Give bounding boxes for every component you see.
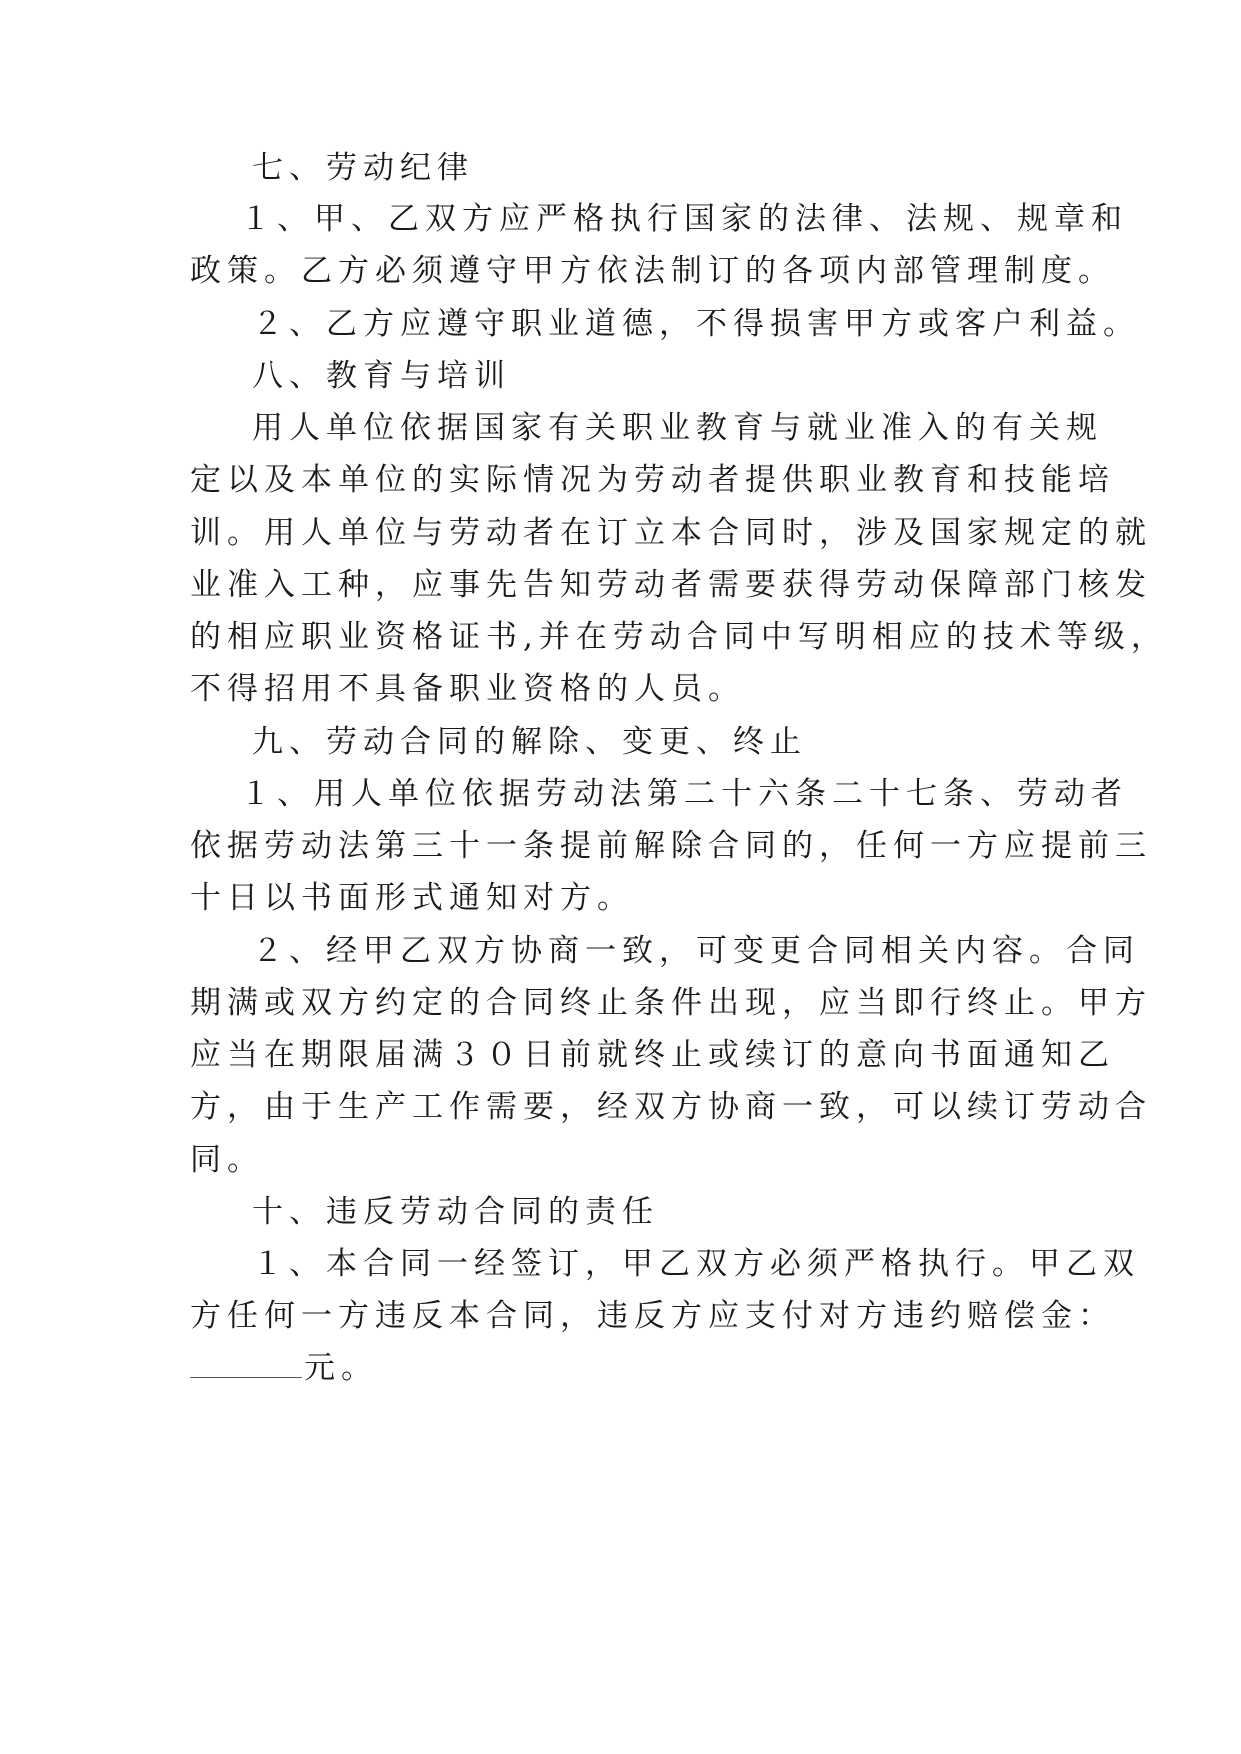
paragraph-line: 用人单位依据国家有关职业教育与就业准入的有关规 <box>252 410 1103 446</box>
paragraph-line: 业准入工种，应事先告知劳动者需要获得劳动保障部门核发 <box>190 567 1152 603</box>
paragraph-line: 应当在期限届满３０日前就终止或续订的意向书面通知乙 <box>190 1037 1115 1073</box>
paragraph-line: １、本合同一经签订，甲乙双方必须严格执行。甲乙双 <box>252 1246 1140 1282</box>
paragraph-line-with-blank <box>190 1346 1090 1390</box>
paragraph-line: １、用人单位依据劳动法第二十六条二十七条、劳动者 <box>240 776 1128 812</box>
paragraph-line: １、甲、乙双方应严格执行国家的法律、法规、规章和 <box>240 201 1128 237</box>
section-heading-breach-liability: 十、违反劳动合同的责任 <box>252 1194 659 1230</box>
paragraph-line: 十日以书面形式通知对方。 <box>190 880 634 916</box>
paragraph-line: 定以及本单位的实际情况为劳动者提供职业教育和技能培 <box>190 462 1115 498</box>
section-heading-contract-termination: 九、劳动合同的解除、变更、终止 <box>252 724 807 760</box>
paragraph-line: 不得招用不具备职业资格的人员。 <box>190 671 745 707</box>
paragraph-line: 同。 <box>190 1142 264 1178</box>
paragraph-line: 训。用人单位与劳动者在订立本合同时，涉及国家规定的就 <box>190 515 1152 551</box>
paragraph-line: 政策。乙方必须遵守甲方依法制订的各项内部管理制度。 <box>190 253 1115 289</box>
paragraph-line: 期满或双方约定的合同终止条件出现，应当即行终止。甲方 <box>190 985 1152 1021</box>
amount-blank-field <box>190 1351 302 1378</box>
section-heading-education-training: 八、教育与培训 <box>252 358 511 394</box>
currency-unit-text: 元。 <box>304 1350 378 1386</box>
paragraph-line: ２、经甲乙双方协商一致，可变更合同相关内容。合同 <box>252 933 1140 969</box>
paragraph-line: 方，由于生产工作需要，经双方协商一致，可以续订劳动合 <box>190 1089 1152 1125</box>
paragraph-line: ２、乙方应遵守职业道德，不得损害甲方或客户利益。 <box>252 306 1140 342</box>
paragraph-line: 的相应职业资格证书,并在劳动合同中写明相应的技术等级， <box>190 619 1168 655</box>
paragraph-line: 方任何一方违反本合同，违反方应支付对方违约赔偿金： <box>190 1298 1115 1334</box>
paragraph-line: 依据劳动法第三十一条提前解除合同的，任何一方应提前三 <box>190 828 1152 864</box>
section-heading-labor-discipline: 七、劳动纪律 <box>252 150 474 186</box>
